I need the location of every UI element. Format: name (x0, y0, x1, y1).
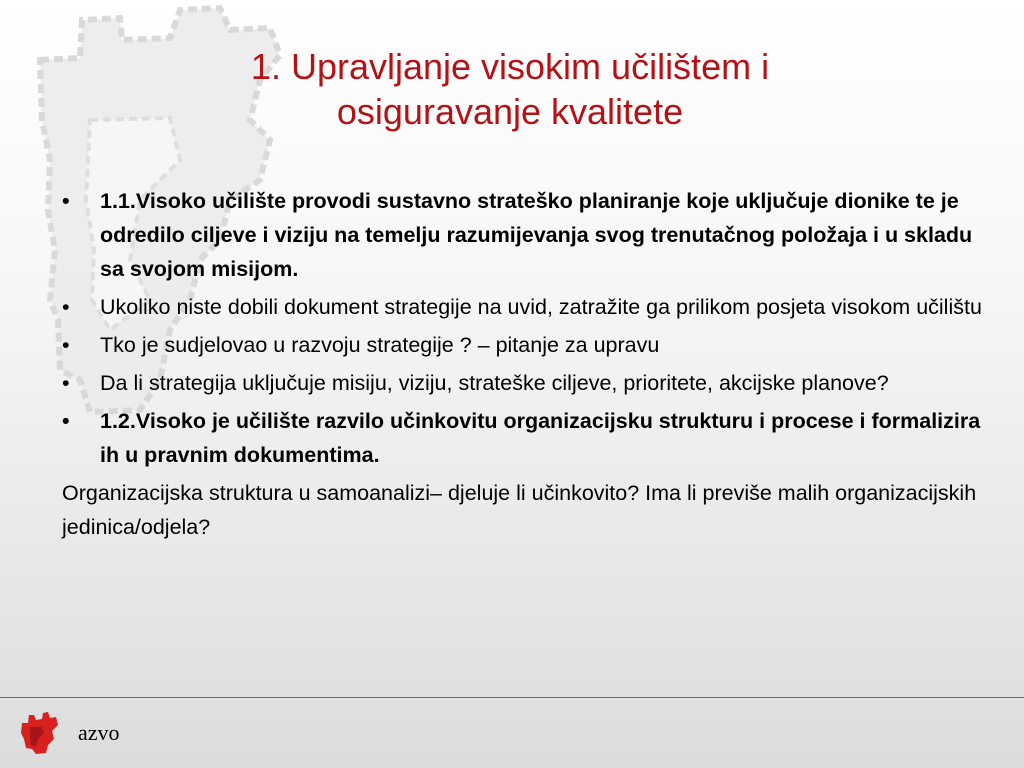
bullet-text: Tko je sudjelovao u razvoju strategije ? – pitanje za upravu (100, 333, 660, 357)
bullet-item (62, 290, 982, 324)
bullet-text: 1.2.Visoko je učilište razvilo učinkovitu organizacijsku strukturu i procese i formalizira ih u pravnim dokumentima. (100, 409, 981, 467)
slide-body (62, 184, 982, 544)
bullet-marker: • (62, 371, 70, 395)
bullet-marker: • (62, 189, 70, 213)
body-paragraph: Organizacijska struktura u samoanalizi– djeluje li učinkovito? Ima li previše malih organizacijskih jedinica/odjela? (62, 481, 977, 539)
footer-brand-name: azvo (78, 720, 120, 745)
footer-divider (0, 697, 1024, 698)
bullet-marker: • (62, 333, 70, 357)
azvo-logo-icon (18, 709, 62, 757)
bullet-item (62, 328, 982, 362)
bullet-item (62, 366, 982, 400)
bullet-text: 1.1.Visoko učilište provodi sustavno strateško planiranje koje uključuje dionike te je odredilo ciljeve i viziju na temelju razumijevanja svog trenutačnog položaja i u skladu sa svojom misijom. (100, 189, 973, 281)
bullet-item (62, 184, 982, 286)
bullet-marker: • (62, 295, 70, 319)
slide-title-line-1: 1. Upravljanje visokim učilištem i (250, 46, 770, 87)
slide-title (120, 44, 900, 134)
bullet-marker: • (62, 409, 70, 433)
bullet-text: Da li strategija uključuje misiju, viziju, strateške ciljeve, prioritete, akcijske planove? (100, 371, 889, 395)
bullet-item (62, 404, 982, 472)
bullet-text: Ukoliko niste dobili dokument strategije na uvid, zatražite ga prilikom posjeta visokom učilištu (100, 295, 982, 319)
slide-title-line-2: osiguravanje kvalitete (336, 91, 684, 132)
